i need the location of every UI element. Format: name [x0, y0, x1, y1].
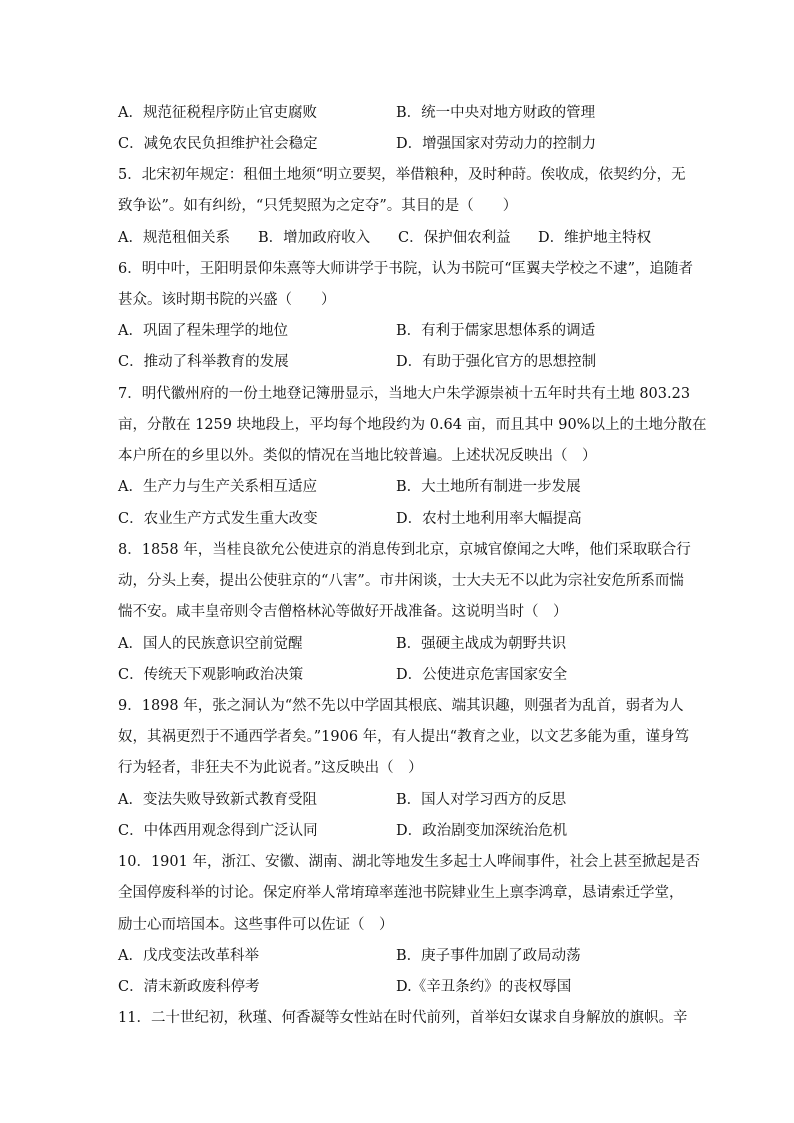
option-a: A．规范征税程序防止官吏腐败 [118, 105, 317, 121]
option-c: C．减免农民负担维护社会稳定 [118, 136, 318, 152]
option-a: A．生产力与生产关系相互适应 [118, 479, 317, 495]
question-11-stem-line-1: 11．二十世纪初，秋瑾、何香凝等女性站在时代前列，首举妇女谋求自身解放的旗帜。辛 [118, 1010, 688, 1026]
option-b: B．统一中央对地方财政的管理 [396, 105, 596, 121]
option-d: D.《辛丑条约》的丧权辱国 [396, 979, 572, 995]
option-d: D．有助于强化官方的思想控制 [396, 354, 597, 370]
question-5-stem-line-2: 致争讼”。如有纠纷，“只凭契照为之定夺”。其目的是（ ） [118, 198, 518, 214]
option-a: A．巩固了程朱理学的地位 [118, 323, 288, 339]
question-10-stem-line-1: 10．1901 年，浙江、安徽、湖南、湖北等地发生多起士人哗闹事件，社会上甚至掀起是否 [118, 854, 700, 870]
question-8-stem-line-1: 8．1858 年，当桂良欲允公使进京的消息传到北京，京城官僚闻之大哗，他们采取联合行 [118, 542, 691, 558]
question-6-options-row-2 [118, 352, 678, 372]
question-9-options-row-1 [118, 790, 678, 810]
option-c: C．中体西用观念得到广泛认同 [118, 823, 318, 839]
question-10-options-row-2 [118, 977, 678, 997]
question-10-options-row-1 [118, 946, 678, 966]
question-10-stem-line-3: 励士心而培国本。这些事件可以佐证（ ） [118, 917, 394, 933]
option-a: A．变法失败导致新式教育受阻 [118, 792, 317, 808]
question-5-options [118, 228, 678, 248]
option-b: B．大土地所有制进一步发展 [396, 479, 581, 495]
question-6-stem-line-2: 甚众。该时期书院的兴盛（ ） [118, 292, 336, 308]
question-9-stem-line-3: 行为轻者，非狂夫不为此说者。”这反映出（ ） [118, 760, 423, 776]
option-c: C．保护佃农利益 [398, 230, 511, 246]
option-b: B．增加政府收入 [258, 230, 371, 246]
option-c: C．推动了科举教育的发展 [118, 354, 289, 370]
question-9-stem-line-1: 9．1898 年，张之洞认为“然不先以中学固其根底、端其识趣，则强者为乱首，弱者为人 [118, 698, 684, 714]
question-8-options-row-2 [118, 665, 678, 685]
question-10-stem-line-2: 全国停废科举的讨论。保定府举人常堉璋率莲池书院肄业生上禀李鸿章，恳请索迁学堂， [118, 885, 684, 901]
question-6-options-row-1 [118, 321, 678, 341]
option-c: C．农业生产方式发生重大改变 [118, 511, 318, 527]
question-6-stem-line-1: 6．明中叶，王阳明景仰朱熹等大师讲学于书院，认为书院可“匡翼夫学校之不逮”，追随者 [118, 261, 694, 277]
question-7-stem-line-1: 7．明代徽州府的一份土地登记簿册显示，当地大户朱学源崇祯十五年时共有土地 803.23 [118, 386, 691, 402]
question-7-stem-line-2: 亩，分散在 1259 块地段上，平均每个地段约为 0.64 亩，而且其中 90%以上的土地分散在 [118, 417, 707, 433]
option-d: D．增强国家对劳动力的控制力 [396, 136, 597, 152]
option-a: A．国人的民族意识空前觉醒 [118, 636, 303, 652]
option-b: B．国人对学习西方的反思 [396, 792, 567, 808]
question-9-stem-line-2: 奴，其祸更烈于不通西学者矣。”1906 年，有人提出“教育之业，以文艺多能为重，谨身笃 [118, 729, 690, 745]
option-d: D．公使进京危害国家安全 [396, 667, 568, 683]
option-c: C．传统天下观影响政治决策 [118, 667, 304, 683]
question-8-options-row-1 [118, 634, 678, 654]
question-8-stem-line-3: 惴不安。咸丰皇帝则令吉僧格林沁等做好开战准备。这说明当时（ ） [118, 604, 568, 620]
option-a: A．规范租佃关系 [118, 230, 230, 246]
prev-question-options-row-2 [118, 134, 678, 154]
question-8-stem-line-2: 动，分头上奏，提出公使驻京的“八害”。市井闲谈，士大夫无不以此为宗社安危所系而惴 [118, 573, 684, 589]
question-7-options-row-2 [118, 509, 678, 529]
option-d: D．政治剧变加深统治危机 [396, 823, 568, 839]
prev-question-options-row-1 [118, 103, 678, 123]
question-7-stem-line-3: 本户所在的乡里以外。类似的情况在当地比较普遍。上述状况反映出（ ） [118, 448, 597, 464]
option-c: C．清末新政废科停考 [118, 979, 260, 995]
question-5-stem-line-1: 5．北宋初年规定：租佃土地须“明立要契，举借粮种，及时种莳。俟收成，依契约分，无 [118, 167, 686, 183]
option-b: B．庚子事件加剧了政局动荡 [396, 948, 581, 964]
option-a: A．戊戌变法改革科举 [118, 948, 259, 964]
option-b: B．有利于儒家思想体系的调适 [396, 323, 596, 339]
option-d: D．维护地主特权 [538, 230, 652, 246]
option-d: D．农村土地利用率大幅提高 [396, 511, 582, 527]
question-7-options-row-1 [118, 477, 678, 497]
option-b: B．强硬主战成为朝野共识 [396, 636, 567, 652]
question-9-options-row-2 [118, 821, 678, 841]
